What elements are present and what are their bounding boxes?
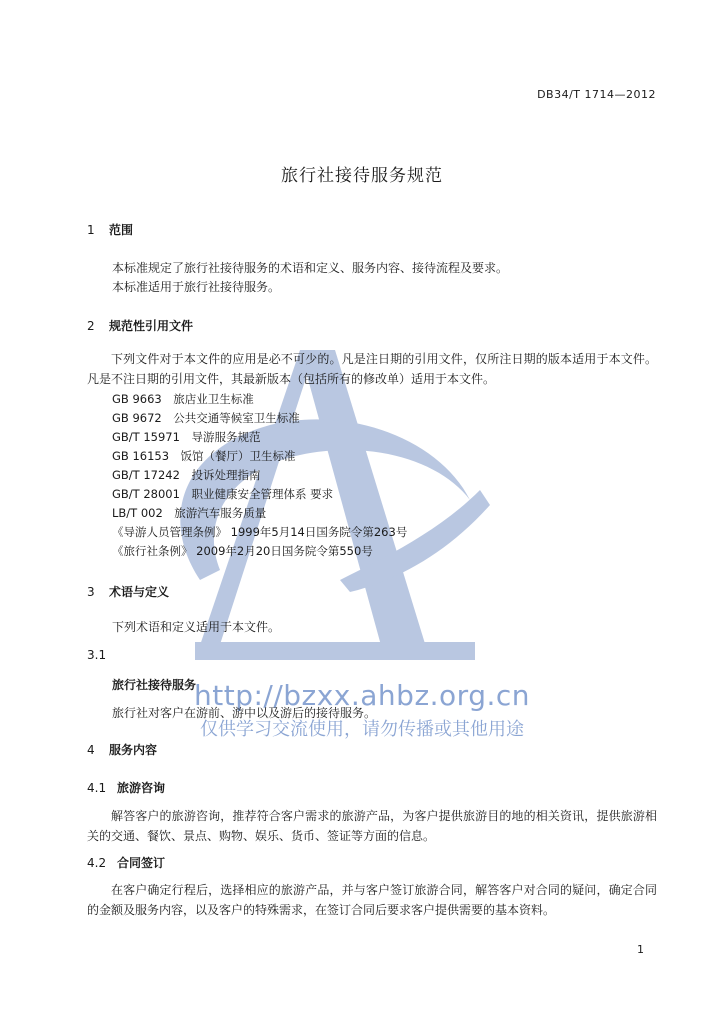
section-2-number: 2: [87, 319, 95, 333]
subsection-4-2-title: 合同签订: [117, 856, 166, 870]
section-1-title: 范围: [109, 223, 134, 237]
document-title: 旅行社接待服务规范: [281, 166, 443, 186]
reference-item: GB/T 17242 投诉处理指南: [112, 468, 261, 482]
subsection-3-1-number: 3.1: [87, 648, 107, 662]
section-3-heading: [87, 583, 169, 600]
section-3-intro: 下列术语和定义适用于本文件。: [112, 620, 281, 634]
page-number: 1: [637, 943, 644, 956]
document-number: DB34/T 1714—2012: [537, 88, 656, 101]
section-3-number: 3: [87, 585, 95, 599]
subsection-4-1-title: 旅游咨询: [117, 781, 166, 795]
reference-item: GB/T 15971 导游服务规范: [112, 430, 261, 444]
section-1-number: 1: [87, 223, 95, 237]
watermark-url: http://bzxx.ahbz.org.cn: [193, 679, 531, 712]
reference-item: 《旅行社条例》 2009年2月20日国务院令第550号: [112, 544, 373, 558]
section-4-title: 服务内容: [109, 743, 158, 757]
section-1-paragraph-1: 本标准规定了旅行社接待服务的术语和定义、服务内容、接待流程及要求。: [112, 261, 509, 275]
subsection-4-1-text: 解答客户的旅游咨询，推荐符合客户需求的旅游产品，为客户提供旅游目的地的相关资讯，提供旅游相关的交通、餐饮、景点、购物、娱乐、货币、签证等方面的信息。: [87, 809, 657, 843]
reference-item: LB/T 002 旅游汽车服务质量: [112, 506, 267, 520]
subsection-4-1-number: 4.1: [87, 781, 107, 795]
subsection-4-2-heading: [87, 854, 165, 871]
subsection-4-2-number: 4.2: [87, 856, 107, 870]
section-2-heading: [87, 317, 193, 334]
reference-item: 《导游人员管理条例》 1999年5月14日国务院令第263号: [112, 525, 408, 539]
section-1-paragraph-2: 本标准适用于旅行社接待服务。: [112, 280, 281, 294]
reference-item: GB 9672 公共交通等候室卫生标准: [112, 411, 300, 425]
term-definition: 旅行社对客户在游前、游中以及游后的接待服务。: [112, 706, 377, 720]
section-2-intro: 下列文件对于本文件的应用是必不可少的。凡是注日期的引用文件，仅所注日期的版本适用于本文件。凡是不注日期的引用文件，其最新版本（包括所有的修改单）适用于本文件。: [87, 352, 657, 386]
reference-item: GB 16153 饭馆（餐厅）卫生标准: [112, 449, 296, 463]
term-title: 旅行社接待服务: [112, 678, 197, 692]
section-4-number: 4: [87, 743, 95, 757]
subsection-4-1-heading: [87, 779, 165, 796]
section-4-heading: [87, 741, 157, 758]
reference-item: GB/T 28001 职业健康安全管理体系 要求: [112, 487, 334, 501]
section-1-heading: [87, 221, 133, 238]
reference-item: GB 9663 旅店业卫生标准: [112, 392, 254, 406]
section-2-title: 规范性引用文件: [109, 319, 194, 333]
subsection-4-2-text: 在客户确定行程后，选择相应的旅游产品，并与客户签订旅游合同，解答客户对合同的疑问，确定合同的金额及服务内容，以及客户的特殊需求，在签订合同后要求客户提供需要的基本资料。: [87, 883, 657, 917]
section-3-title: 术语与定义: [109, 585, 170, 599]
watermark-note: 仅供学习交流使用，请勿传播或其他用途: [200, 719, 524, 740]
